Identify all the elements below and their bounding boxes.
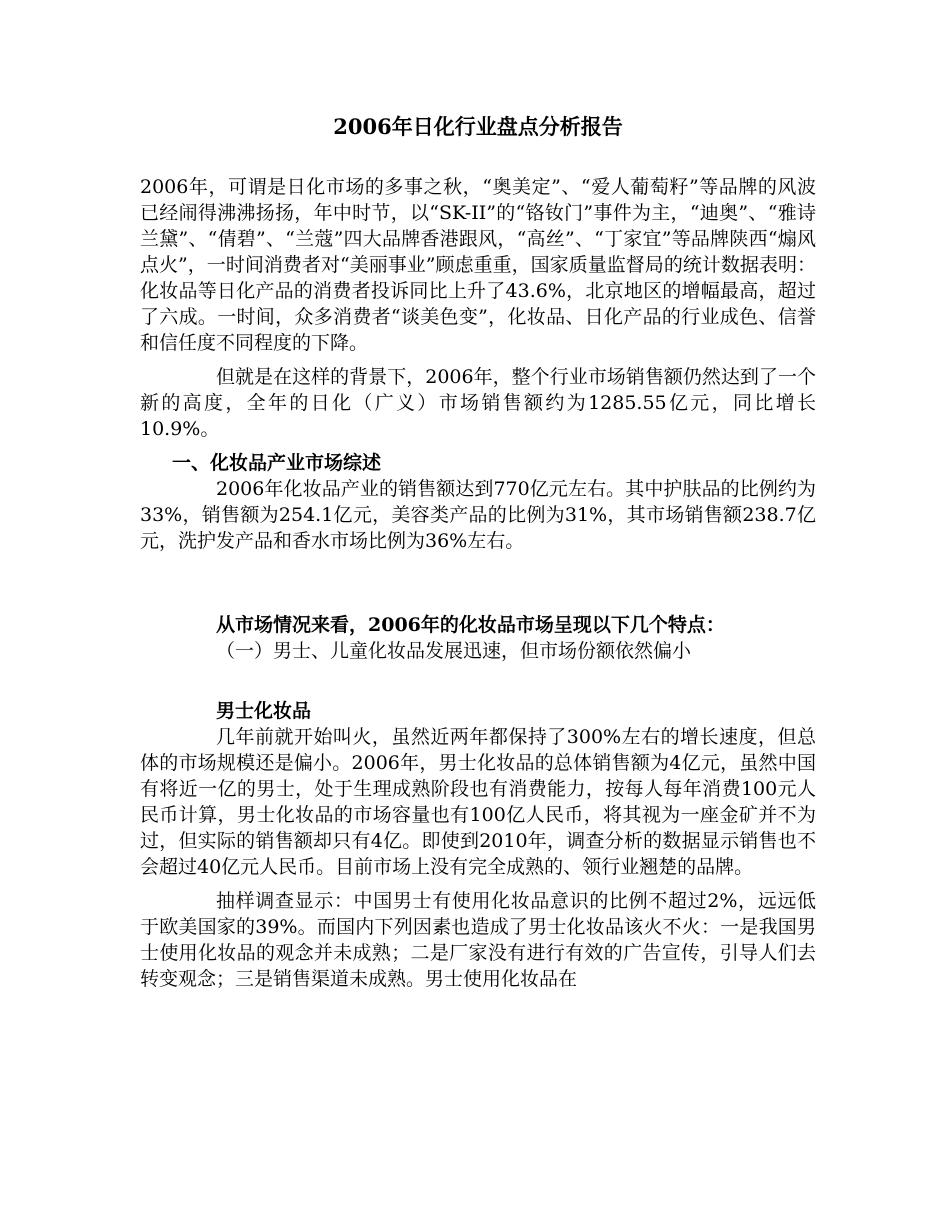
paragraph-cosmetics-sales: 2006年化妆品产业的销售额达到770亿元左右。其中护肤品的比例约为33%，销售额为254.1亿元，美容类产品的比例为31%，其市场销售额238.7亿元，洗护发产品和香水市场比例为36%左右。 (140, 478, 816, 552)
feature-item-1: （一）男士、儿童化妆品发展迅速，但市场份额依然偏小 (216, 640, 692, 662)
paragraph-men-cosmetics-growth: 几年前就开始叫火，虽然近两年都保持了300%左右的增长速度，但总体的市场规模还是偏小。2006年，男士化妆品的总体销售额为4亿元，虽然中国有将近一亿的男士，处于生理成熟阶段也有消费能力，按每人每年消费100元人民币计算，男士化妆品的市场容量也有100亿人民币，将其视为一座金矿并不为过，但实际的销售额却只有4亿。即使到2010年，调查分析的数据显示销售也不会超过40亿元人民币。目前市场上没有完全成熟的、领行业翘楚的品牌。 (140, 726, 816, 878)
paragraph-intro: 2006年，可谓是日化市场的多事之秋，“奥美定”、“爱人葡萄籽”等品牌的风波已经闹得沸沸扬扬，年中时节，以“SK-II”的“铬钕门”事件为主，“迪奥”、“雅诗兰黛”、“倩碧”、“兰蔻”四大品牌香港跟风，“高丝”、“丁家宜”等品牌陕西“煽风点火”，一时间消费者对“美丽事业”顾虑重重，国家质量监督局的统计数据表明：化妆品等日化产品的消费者投诉同比上升了43.6%，北京地区的增幅最高，超过了六成。一时间，众多消费者“谈美色变”，化妆品、日化产品的行业成色、信誉和信任度不同程度的下降。 (140, 176, 816, 354)
section-heading-cosmetics-overview: 一、化妆品产业市场综述 (172, 452, 382, 474)
heading-market-features: 从市场情况来看，2006年的化妆品市场呈现以下几个特点： (216, 614, 725, 636)
document-title: 2006年日化行业盘点分析报告 (333, 114, 623, 139)
heading-men-cosmetics: 男士化妆品 (216, 700, 312, 722)
document-body (140, 112, 816, 1000)
paragraph-market-total: 但就是在这样的背景下，2006年，整个行业市场销售额仍然达到了一个新的高度，全年的日化（广义）市场销售额约为1285.55亿元，同比增长10.9%。 (140, 366, 816, 440)
paragraph-men-cosmetics-survey: 抽样调查显示：中国男士有使用化妆品意识的比例不超过2%，远远低于欧美国家的39%。而国内下列因素也造成了男士化妆品该火不火：一是我国男士使用化妆品的观念并未成熟；二是厂家没有进行有效的广告宣传，引导人们去转变观念；三是销售渠道未成熟。男士使用化妆品在 (140, 890, 816, 990)
